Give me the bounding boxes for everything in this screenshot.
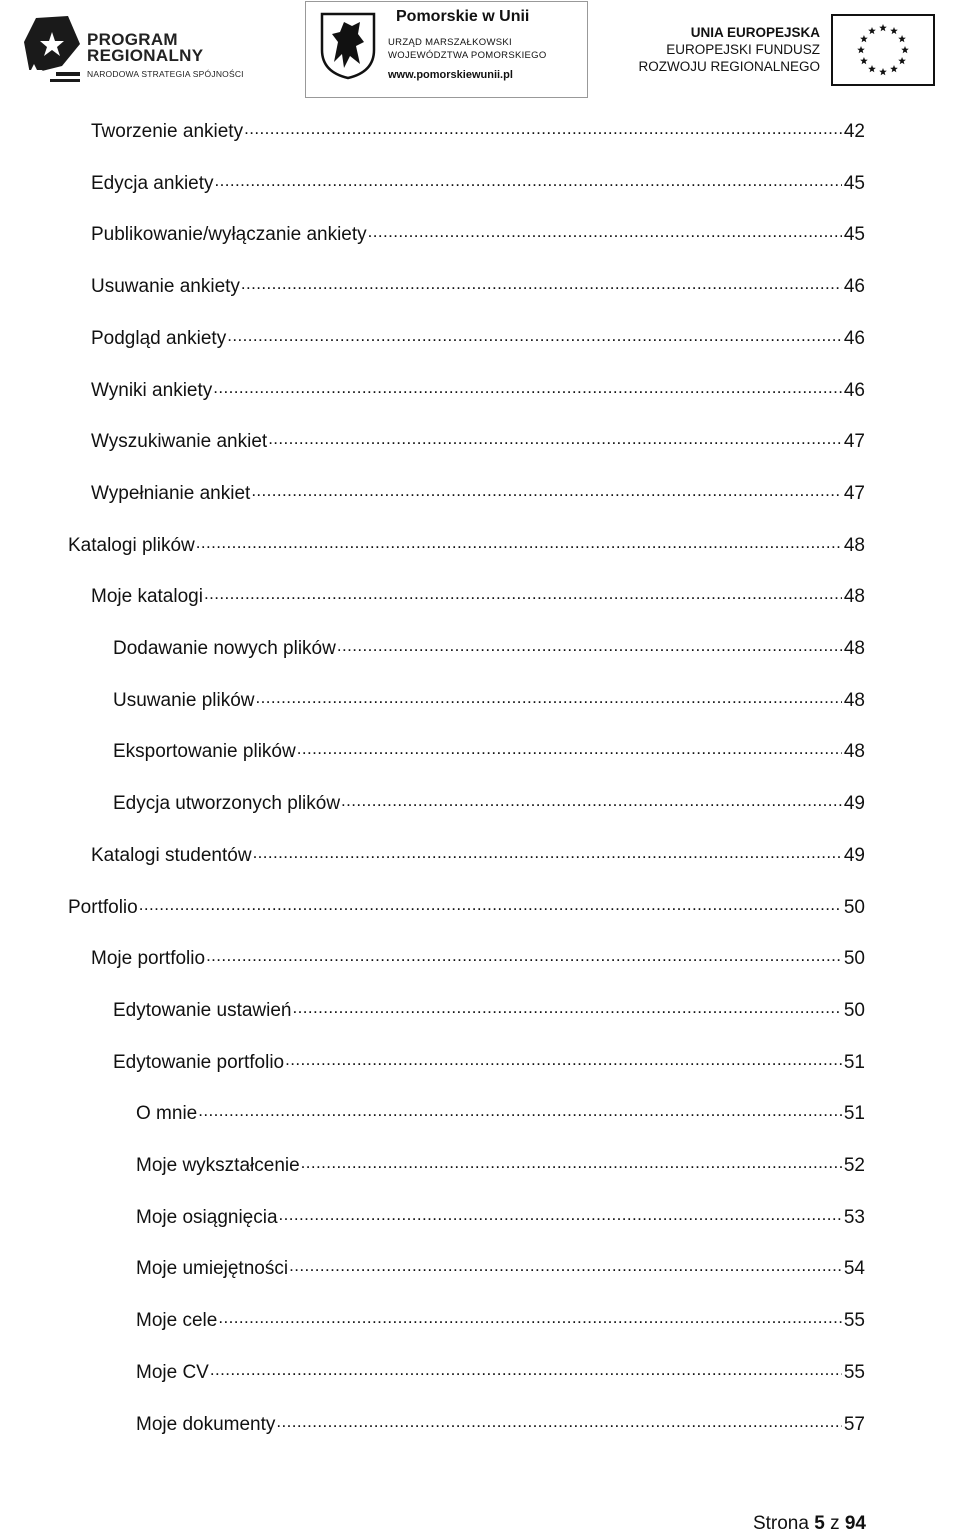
ue-line3: ROZWOJU REGIONALNEGO xyxy=(638,59,820,74)
toc-dot-leader xyxy=(293,997,842,1016)
toc-entry-label: Edycja ankiety xyxy=(91,172,214,194)
toc-entry[interactable] xyxy=(91,325,865,351)
toc-dot-leader xyxy=(253,842,842,861)
toc-dot-leader xyxy=(196,532,842,551)
footer-separator: z xyxy=(830,1513,840,1534)
toc-entry-page: 48 xyxy=(843,586,865,608)
toc-entry-page: 55 xyxy=(843,1361,865,1383)
toc-entry-label: Moje osiągnięcia xyxy=(136,1206,278,1228)
toc-entry-label: Moje portfolio xyxy=(91,948,206,970)
toc-entry[interactable] xyxy=(136,1359,865,1385)
footer-current-page: 5 xyxy=(814,1513,825,1534)
toc-entry-label: Publikowanie/wyłączanie ankiety xyxy=(91,224,367,246)
toc-dot-leader xyxy=(368,221,842,240)
program-line3: NARODOWA STRATEGIA SPÓJNOŚCI xyxy=(87,69,244,79)
footer-total-pages: 94 xyxy=(844,1513,866,1534)
toc-entry-label: Moje CV xyxy=(136,1361,209,1383)
program-line2: REGIONALNY xyxy=(87,46,204,65)
toc-entry[interactable] xyxy=(91,377,865,403)
toc-entry[interactable] xyxy=(91,842,865,868)
toc-dot-leader xyxy=(139,894,842,913)
toc-dot-leader xyxy=(341,790,842,809)
toc-entry[interactable] xyxy=(91,170,865,196)
toc-entry-page: 42 xyxy=(843,121,865,142)
toc-entry-page: 50 xyxy=(843,896,865,918)
toc-entry[interactable] xyxy=(91,273,865,299)
ue-line2: EUROPEJSKI FUNDUSZ xyxy=(666,42,820,57)
toc-entry[interactable] xyxy=(91,945,865,971)
toc-entry-page: 55 xyxy=(843,1310,865,1332)
toc-entry-label: Wyszukiwanie ankiet xyxy=(91,431,268,453)
page-number-footer xyxy=(753,1513,866,1535)
toc-entry[interactable] xyxy=(91,221,865,247)
page-header xyxy=(0,0,960,104)
toc-entry[interactable] xyxy=(113,738,865,764)
toc-dot-leader xyxy=(218,1307,842,1326)
toc-entry[interactable] xyxy=(113,997,865,1023)
toc-entry-page: 50 xyxy=(843,999,865,1021)
toc-entry-page: 52 xyxy=(843,1155,865,1176)
griffin-crest-icon xyxy=(320,12,376,80)
toc-entry-label: Edytowanie portfolio xyxy=(113,1051,285,1073)
toc-dot-leader xyxy=(279,1204,842,1223)
toc-entry-page: 47 xyxy=(843,431,865,453)
toc-entry[interactable] xyxy=(91,583,865,609)
toc-entry-page: 51 xyxy=(843,1051,865,1073)
toc-entry-page: 48 xyxy=(843,741,865,763)
toc-dot-leader xyxy=(210,1359,842,1378)
toc-entry-page: 48 xyxy=(843,638,865,659)
toc-entry-page: 46 xyxy=(843,327,865,349)
toc-entry-page: 46 xyxy=(843,276,865,298)
pomorskie-line1: URZĄD MARSZAŁKOWSKI xyxy=(388,37,512,48)
toc-entry[interactable] xyxy=(91,480,865,506)
toc-dot-leader xyxy=(337,635,842,654)
toc-entry-label: Katalogi studentów xyxy=(91,844,252,866)
toc-entry-label: Moje cele xyxy=(136,1310,218,1332)
toc-dot-leader xyxy=(251,480,842,499)
toc-entry-page: 48 xyxy=(843,534,865,556)
toc-entry[interactable] xyxy=(91,118,865,144)
toc-entry[interactable] xyxy=(136,1152,865,1178)
toc-entry-label: Katalogi plików xyxy=(68,534,195,556)
toc-entry-label: Podgląd ankiety xyxy=(91,327,227,349)
toc-entry[interactable] xyxy=(91,428,865,454)
toc-entry-label: Portfolio xyxy=(68,896,138,918)
toc-entry[interactable] xyxy=(113,790,865,816)
toc-entry[interactable] xyxy=(136,1100,865,1126)
toc-entry-label: Edytowanie ustawień xyxy=(113,999,292,1021)
toc-entry-page: 50 xyxy=(843,948,865,970)
toc-entry-page: 45 xyxy=(843,224,865,246)
toc-entry[interactable] xyxy=(113,1049,865,1075)
toc-dot-leader xyxy=(241,273,842,292)
eu-flag-icon xyxy=(831,14,935,86)
program-regionalny-logo xyxy=(22,14,252,86)
toc-dot-leader xyxy=(227,325,842,344)
toc-entry-page: 57 xyxy=(843,1413,865,1435)
ue-line1: UNIA EUROPEJSKA xyxy=(690,25,820,40)
toc-entry-label: Moje umiejętności xyxy=(136,1258,289,1280)
toc-entry-page: 45 xyxy=(843,172,865,194)
toc-dot-leader xyxy=(198,1100,842,1119)
toc-entry[interactable] xyxy=(113,687,865,713)
toc-entry-label: Dodawanie nowych plików xyxy=(113,638,336,659)
toc-entry[interactable] xyxy=(113,635,865,661)
toc-entry-page: 47 xyxy=(843,482,865,504)
toc-dot-leader xyxy=(213,377,842,396)
toc-entry-label: Tworzenie ankiety xyxy=(91,121,244,142)
toc-entry-label: Usuwanie plików xyxy=(113,689,255,711)
pomorskie-title: Pomorskie w Unii xyxy=(396,8,530,25)
toc-entry[interactable] xyxy=(136,1255,865,1281)
toc-entry[interactable] xyxy=(68,894,865,920)
toc-entry-label: Moje dokumenty xyxy=(136,1413,276,1435)
toc-dot-leader xyxy=(301,1152,842,1171)
toc-entry-page: 53 xyxy=(843,1206,865,1228)
toc-entry-label: Wyniki ankiety xyxy=(91,379,213,401)
toc-entry-label: Moje wykształcenie xyxy=(136,1155,300,1176)
toc-entry-label: Usuwanie ankiety xyxy=(91,276,240,298)
toc-entry[interactable] xyxy=(136,1411,865,1437)
toc-entry-label: Wypełnianie ankiet xyxy=(91,482,251,504)
footer-prefix: Strona xyxy=(752,1513,809,1534)
toc-dot-leader xyxy=(215,170,842,189)
toc-entry[interactable] xyxy=(136,1204,865,1230)
toc-entry-page: 48 xyxy=(843,689,865,711)
toc-dot-leader xyxy=(256,687,842,706)
pomorskie-line2: WOJEWÓDZTWA POMORSKIEGO xyxy=(388,50,547,61)
toc-dot-leader xyxy=(276,1411,841,1430)
program-line1: PROGRAM xyxy=(87,30,178,49)
unia-europejska-logo xyxy=(640,14,940,86)
toc-entry-label: Edycja utworzonych plików xyxy=(113,793,341,815)
toc-entry-page: 46 xyxy=(843,379,865,401)
toc-dot-leader xyxy=(206,945,842,964)
toc-entry-page: 49 xyxy=(843,793,865,815)
toc-dot-leader xyxy=(297,738,842,757)
toc-entry-label: O mnie xyxy=(136,1103,198,1125)
toc-dot-leader xyxy=(204,583,842,602)
toc-entry-page: 49 xyxy=(843,844,865,866)
toc-entry-page: 54 xyxy=(843,1258,865,1280)
toc-entry[interactable] xyxy=(136,1307,865,1333)
toc-dot-leader xyxy=(289,1255,842,1274)
toc-entry-page: 51 xyxy=(843,1103,865,1125)
toc-dot-leader xyxy=(244,118,842,137)
toc-entry[interactable] xyxy=(68,532,865,558)
star-figure-icon xyxy=(22,14,84,86)
toc-dot-leader xyxy=(268,428,842,447)
toc-dot-leader xyxy=(285,1049,842,1068)
toc-entry-label: Moje katalogi xyxy=(91,586,203,608)
pomorskie-w-unii-logo xyxy=(305,1,588,98)
pomorskie-url: www.pomorskiewunii.pl xyxy=(388,69,513,81)
toc-entry-label: Eksportowanie plików xyxy=(113,741,296,763)
